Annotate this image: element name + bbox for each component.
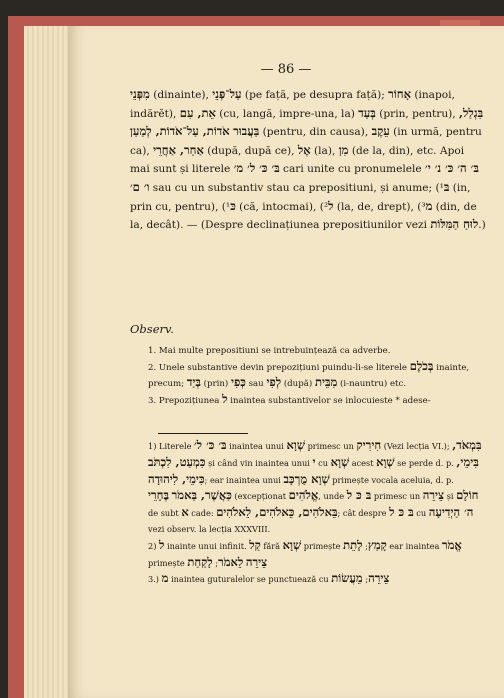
- text-run: (in, prin cu, pentru), (¹: [130, 181, 471, 213]
- hebrew-word: י: [312, 454, 316, 469]
- hebrew-word: בִּימֵי, כִּימֵי, לִיהוּדָה: [148, 454, 479, 486]
- hebrew-word: אֱמֹר: [441, 537, 462, 552]
- text-run: primesc un: [304, 441, 357, 451]
- hebrew-word: א: [181, 505, 189, 520]
- hebrew-word: בְּעַד: [358, 105, 376, 120]
- hebrew-word: ל: [222, 391, 228, 406]
- hebrew-word: אֱלֹהִים: [288, 488, 319, 503]
- hebrew-word: בּ׳ כּ׳ ל׳: [194, 438, 227, 452]
- main-paragraph: [130, 86, 486, 235]
- hebrew-word: לָתֵת: [343, 537, 363, 552]
- text-run: ear inaintea: [386, 540, 442, 551]
- hebrew-word: מֵעֲשׂוֹת: [331, 571, 363, 586]
- hebrew-word: בְּכֹלֶם: [409, 358, 434, 373]
- footnote-rule: [158, 433, 248, 434]
- hebrew-word: כּ: [230, 198, 236, 213]
- hebrew-word: בּ כּ ל: [389, 505, 414, 520]
- text-run: (Vezi lecția VI.);: [381, 441, 453, 451]
- hebrew-word: בֵּאלֹהִים, כֵּאלֹהִים, לֵאלֹהִים: [216, 505, 338, 520]
- hebrew-word: צֵירֵה: [368, 571, 390, 586]
- observation-text: 3. Prepozițiunea: [148, 395, 223, 406]
- text-run: 1) Literele: [148, 441, 195, 451]
- hebrew-word: שְׁוָא: [282, 537, 302, 552]
- text-run: (dinainte),: [149, 89, 213, 101]
- text-run: inainte, precum;: [148, 362, 470, 390]
- text-run: (cu, langă, impre-una, la): [215, 107, 359, 120]
- text-run: inaintea substantivelor se inlocuieste * adese-: [227, 395, 431, 406]
- text-run: (pe față, pe desupra față);: [241, 89, 389, 101]
- text-run: cari unite cu pronumelele: [279, 163, 426, 176]
- text-run: (la),: [310, 144, 339, 157]
- hebrew-word: ל: [328, 198, 334, 213]
- observation-text: 2. Unele substantive devin prepozițiuni puindu-li-se literele: [148, 362, 410, 373]
- hebrew-word: חוֹלָם: [456, 488, 479, 503]
- text-run: și: [444, 491, 457, 502]
- hebrew-word: כַּאֲשֶׁר, בַּאמֹר: [171, 488, 232, 503]
- paragraph-text: [130, 86, 486, 235]
- text-run: și când vin inaintea unui: [205, 457, 313, 468]
- text-run: inaintea guturalelor se punctuează cu: [168, 574, 332, 585]
- hebrew-word: אָחוֹר: [388, 87, 411, 101]
- text-run: 3.): [148, 574, 162, 585]
- footnote: [148, 438, 486, 538]
- hebrew-word: בּ׳ כּ׳ ל׳ מ׳: [233, 161, 280, 176]
- text-run: inainte unui infinit.: [164, 540, 250, 551]
- hebrew-word: בִּמְאֹד, כִּמְעַט, לִכְתֹּב: [148, 438, 482, 469]
- hebrew-word: שְׁוָא מֻרְכָּב: [283, 471, 330, 486]
- text-run: (după, după ce),: [203, 144, 298, 157]
- page-number: — 86 —: [260, 62, 312, 77]
- text-run: ; cât despre: [337, 508, 390, 519]
- hebrew-word: בּ כּ ל: [346, 488, 372, 503]
- text-run: (prin): [200, 379, 231, 390]
- text-run: se perde d. p.: [394, 457, 457, 468]
- text-run: (i-nauntru) etc.: [337, 379, 407, 390]
- hebrew-word: שְׁוָא: [286, 438, 305, 452]
- text-run: fără: [260, 540, 283, 551]
- hebrew-word: מִן: [338, 142, 349, 157]
- text-run: , unde: [318, 491, 347, 502]
- page: [68, 26, 504, 698]
- text-run: vezi observ. la lecția XXXVIII.: [148, 523, 271, 534]
- text-run: de subt: [148, 508, 182, 519]
- text-run: primesc un: [371, 491, 423, 502]
- hebrew-word: אֶל: [297, 142, 311, 157]
- hebrew-word: לוּחַ הַמִּלּוֹת: [430, 217, 479, 232]
- hebrew-word: ה׳ הַיְדִיעָה: [428, 505, 474, 520]
- text-run: acest: [349, 457, 377, 468]
- text-run: cade:: [188, 508, 217, 519]
- text-run: (la, de, drept), (³: [333, 200, 426, 213]
- footnote: [148, 538, 486, 572]
- text-run: sau cu un substantiv stau ca prepositiuni, și anume; (¹: [149, 181, 444, 194]
- hebrew-word: קַל: [249, 537, 261, 552]
- hebrew-word: לָקַחַת: [187, 554, 213, 569]
- hebrew-word: עֵקֶב: [371, 124, 390, 139]
- hebrew-word: בְּיַד: [186, 375, 201, 390]
- footnotes: [148, 438, 486, 588]
- text-run: (prin, pentru),: [375, 107, 460, 120]
- hebrew-word: אַחַר, אַחֲרֵי: [153, 142, 204, 157]
- hebrew-word: חִירִיק: [356, 438, 382, 452]
- text-run: (de la, din), etc. Apoi mai sunt și literele: [130, 144, 465, 176]
- hebrew-word: מִבֵּית: [314, 375, 338, 390]
- text-run: (inapoi, indărĕt),: [130, 89, 455, 120]
- text-run: primește: [148, 557, 188, 568]
- observation-item: [148, 344, 486, 359]
- hebrew-word: ל: [159, 537, 165, 552]
- text-run: .): [478, 219, 486, 232]
- hebrew-word: בּ׳ ה׳ כּ׳ נ׳ י׳ ו׳ ם׳: [130, 161, 479, 194]
- hebrew-word: אֵת, עִם: [179, 105, 216, 120]
- hebrew-word: בֶּחָרֵי: [148, 488, 170, 503]
- text-run: ; ear inaintea unui: [204, 474, 284, 485]
- text-run: primește: [301, 540, 344, 551]
- hebrew-word: צֵירֵה: [245, 554, 268, 569]
- hebrew-word: שְׁוָא: [376, 454, 395, 469]
- text-run: ;: [362, 574, 369, 585]
- text-run: (după): [281, 379, 315, 390]
- observation-item: [148, 359, 486, 392]
- text-run: ;: [212, 557, 219, 568]
- text-run: ;: [362, 540, 368, 551]
- hebrew-word: מ: [161, 571, 169, 586]
- text-run: cu: [413, 508, 429, 519]
- hebrew-word: בּ: [443, 179, 450, 194]
- hebrew-word: אֹדוֹת, עַל־אֹדוֹת, לְמַעַן: [130, 124, 230, 139]
- footnote: [148, 571, 486, 588]
- text-run: cu: [315, 457, 331, 468]
- text-run: (in urmă, pentru ca),: [130, 126, 482, 157]
- hebrew-word: צֵירֵה: [422, 488, 445, 503]
- hebrew-word: קָמַץ: [367, 537, 387, 552]
- observation-text: 1. Mai multe prepositiuni se intrebuințează ca adverbe.: [148, 346, 391, 356]
- observ-heading: Observ.: [130, 322, 174, 336]
- hebrew-word: מ: [425, 198, 433, 213]
- text-run: (din, de la, decât). — (Despre declinațiunea prepositiunilor vezi: [130, 200, 477, 232]
- hebrew-word: בִּגְלַל, בַּעֲבוּר: [233, 105, 484, 139]
- hebrew-word: מִפְּנֵי: [130, 87, 150, 101]
- text-run: (că, intocmai), (²: [235, 200, 329, 213]
- text-run: 2): [148, 540, 160, 551]
- hebrew-word: לְפִי: [266, 375, 282, 390]
- text-run: primește vocala aceluia, d. p.: [329, 474, 454, 485]
- hebrew-word: לֵאמֹר: [218, 554, 244, 569]
- hebrew-word: כְּפִי: [230, 375, 246, 390]
- observation-item: [148, 392, 486, 409]
- hebrew-word: עַל־פְּנֵי: [212, 87, 242, 101]
- text-run: sau: [245, 379, 267, 390]
- hebrew-word: שְׁוָא: [330, 454, 350, 469]
- text-run: inaintea unui: [226, 441, 287, 451]
- text-run: (pentru, din causa),: [259, 126, 372, 139]
- observations-list: [148, 344, 486, 408]
- text-run: (excepționat: [231, 491, 289, 502]
